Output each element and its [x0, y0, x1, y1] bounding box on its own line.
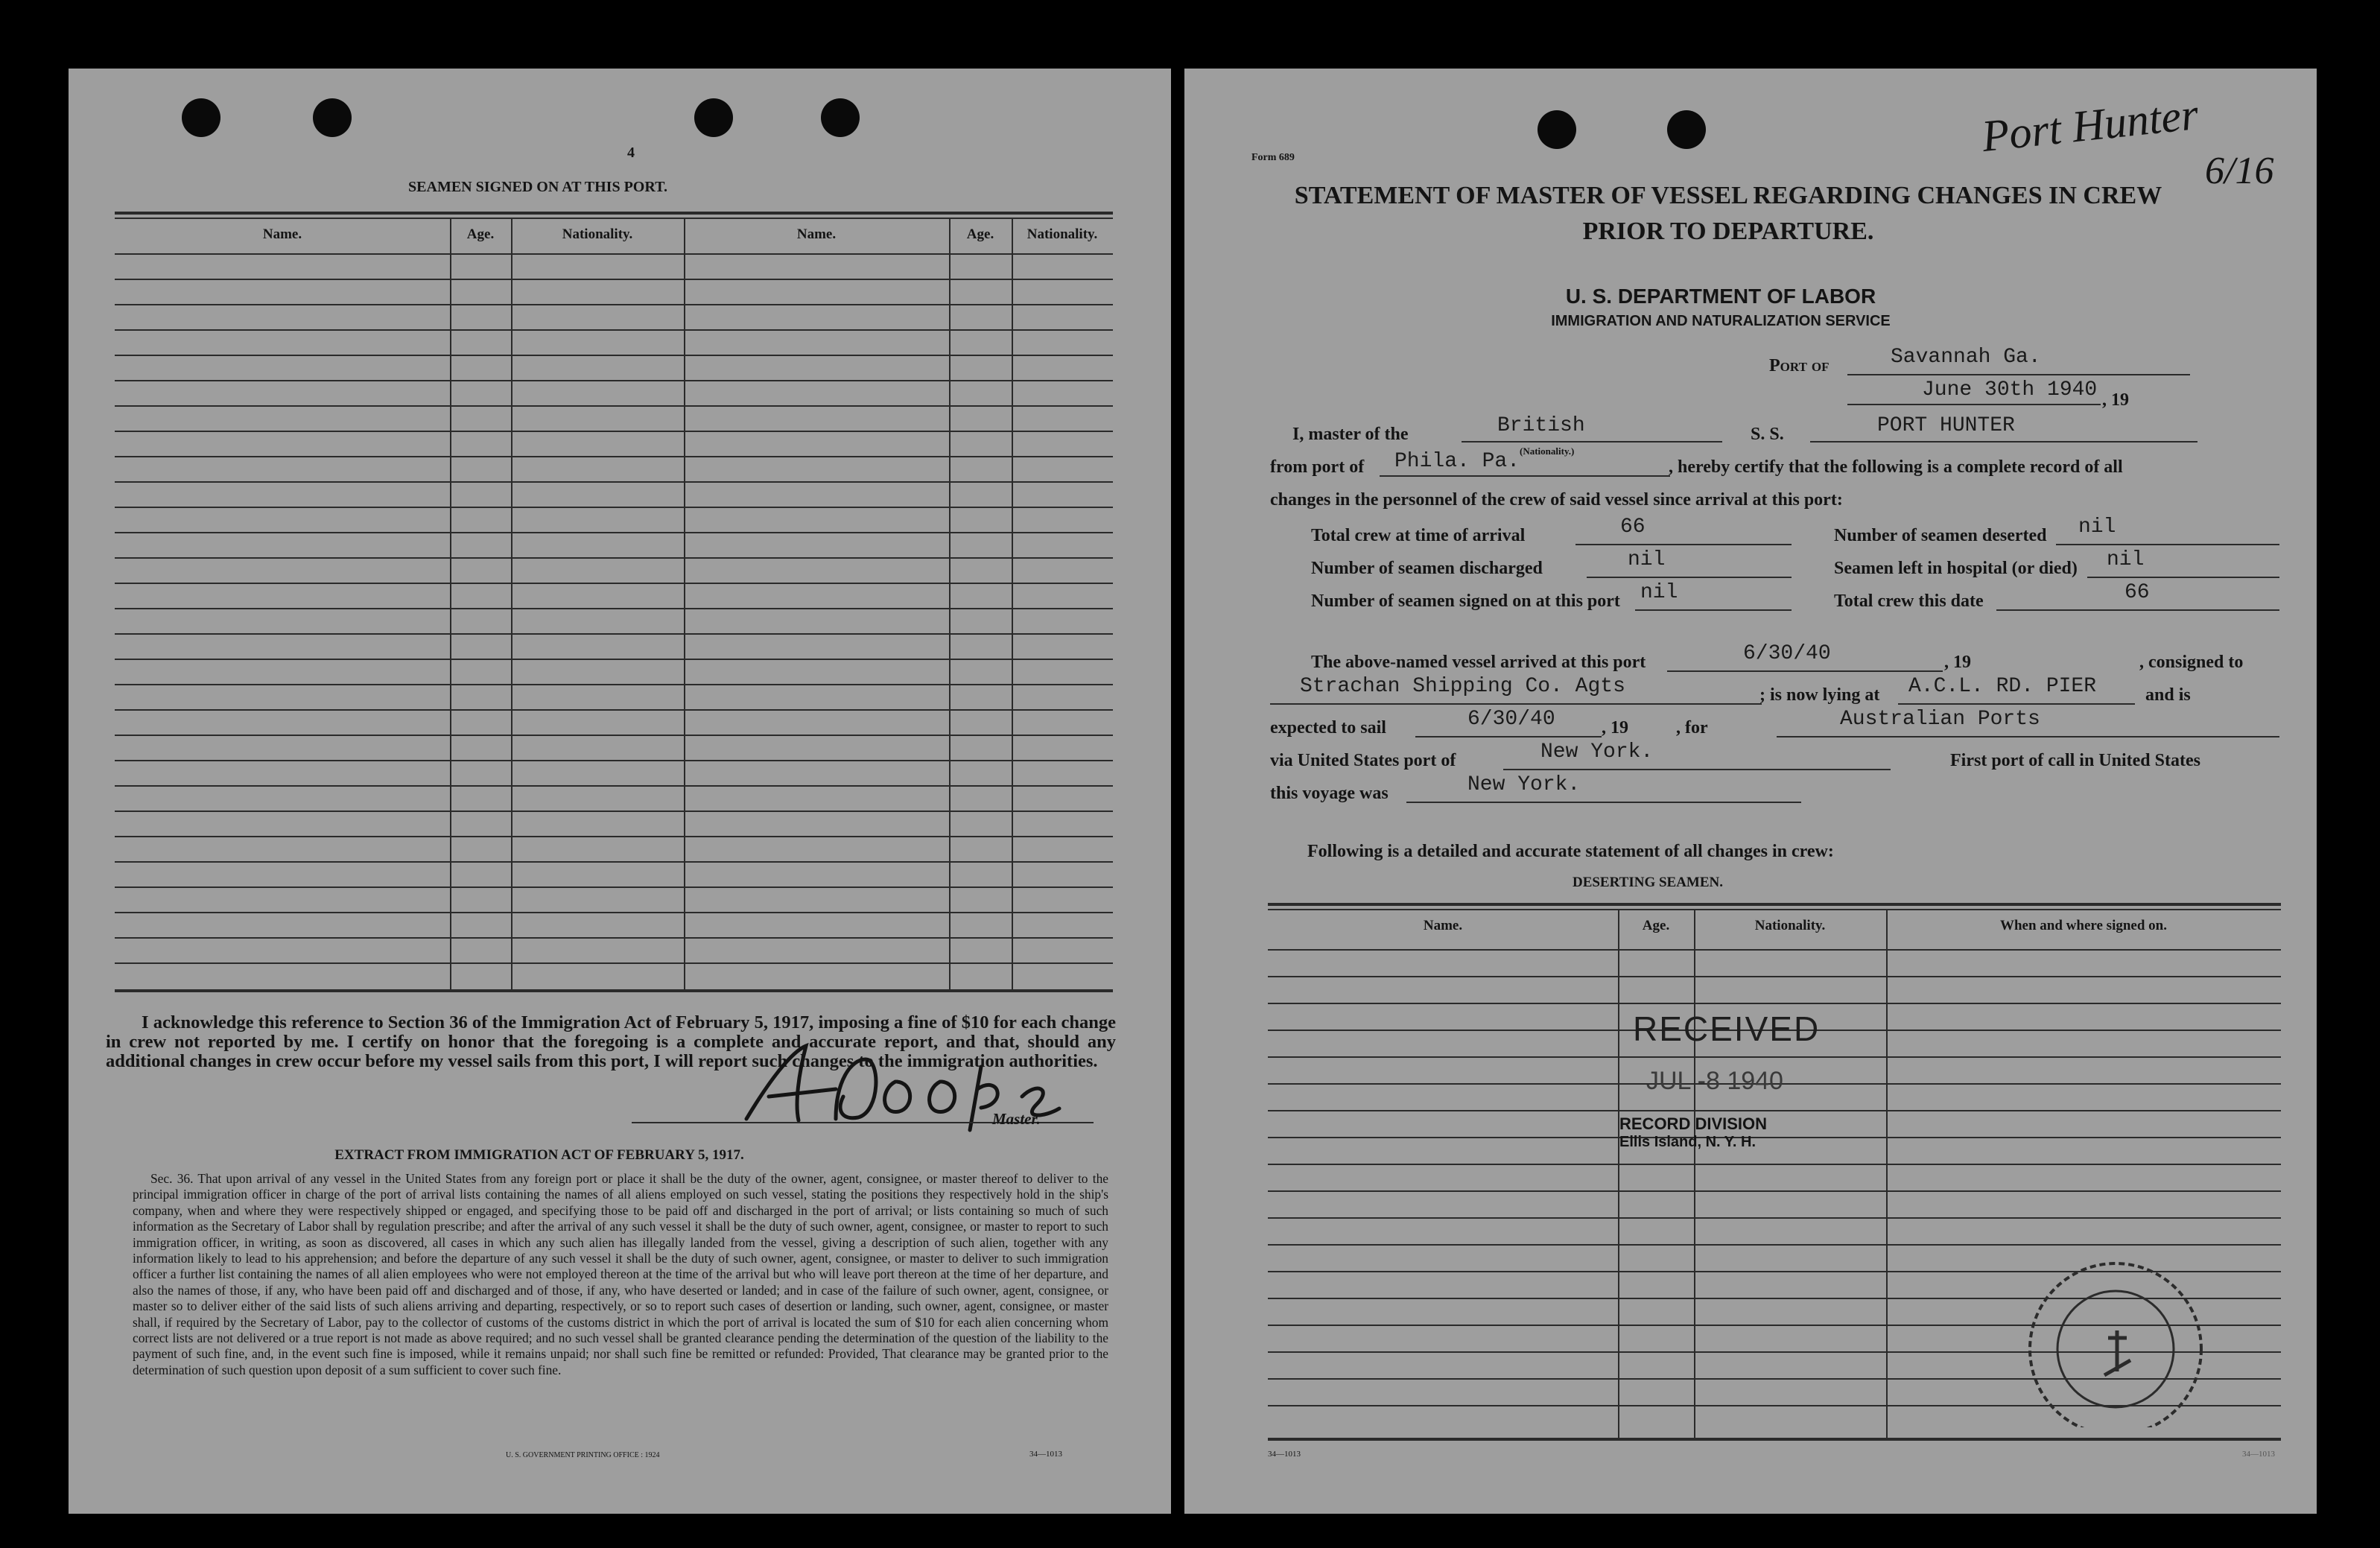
col-header-age: Age.: [966, 226, 994, 242]
extract-title: EXTRACT FROM IMMIGRATION ACT OF FEBRUARY 5, 1917.: [334, 1147, 744, 1163]
extract-text: Sec. 36. That upon arrival of any vessel in the United States from any foreign port or place it shall be the duty of the owner, agent, consignee, or master thereof to deliver to the principal immigration officer in charge of the port of arrival lists containing the names of all aliens employed on such vessel, stating the positions they respectively hold in the ship's company, when and where they were respectively shipped or engaged, and specifying those to be paid off and discharged in the port of arrival; or lists containing so much of such information as the Secretary of Labor shall by regulation prescribe; and after the arrival of any such vessel it shall be the duty of such owner, agent, consignee, or master to report to such immigration officer, in writing, as soon as discovered, all cases in which any such alien has illegally landed from the vessel, giving a description of such alien, together with any information likely to lead to his apprehension; and before the departure of any such vessel it shall be the duty of such owner, agent, consignee, or master to deliver to such immigration officer a further list containing the names of all alien employees who were not employed thereon at the time of the arrival but who will leave port thereon at the time of her departure, and also the names of those, if any, who have been paid off and discharged and of those, if any, who have deserted or landed; and in case of the failure of such owner, agent, consignee, or master so to deliver either of the said lists of such aliens arriving and departing, respectively, or so to report such cases of desertion or landing, such owner, agent, consignee, or master shall, if required by the Secretary of Labor, pay to the collector of customs of the customs district in which the port of arrival is located the sum of $10 for each alien concerning whom correct lists are not delivered or a true report is not made as above required; and no such vessel shall be granted clearance pending the determination of the question of the liability to the payment of such fine, and, in the event such fine is imposed, while it remains unpaid; nor shall such fine be remitted or refunded: Provided, That clearance may be granted prior to the determination of such question upon deposit of a sum sufficient to cover such fine.: [133, 1171, 1108, 1377]
right-page: [1184, 69, 2317, 1514]
date-suffix: , 19: [2102, 390, 2129, 410]
punch-hole: [694, 98, 733, 137]
expected-label: expected to sail: [1270, 718, 1386, 737]
lying-value: A.C.L. RD. PIER: [1908, 675, 2097, 698]
hospital-value: nil: [2107, 548, 2145, 571]
punch-hole: [182, 98, 220, 137]
stamp-received: RECEIVED: [1633, 1009, 1821, 1048]
total-crew-date-value: 66: [2124, 581, 2150, 604]
handwritten-note: Port Hunter: [1979, 89, 2201, 162]
nationality-value: British: [1497, 414, 1585, 437]
form-code: 34—1013: [1029, 1450, 1062, 1459]
col-header-nationality: Nationality.: [1754, 918, 1826, 933]
form-code-left: 34—1013: [1268, 1450, 1301, 1459]
consigned-label: , consigned to: [2139, 653, 2244, 672]
for-label: , for: [1676, 718, 1708, 737]
left-page: [69, 69, 1171, 1514]
col-header-nationality: Nationality.: [1026, 226, 1098, 242]
changes-text: changes in the personnel of the crew of said vessel since arrival at this port:: [1270, 490, 1843, 510]
section-title: SEAMEN SIGNED ON AT THIS PORT.: [408, 179, 667, 195]
destination-value: Australian Ports: [1840, 708, 2040, 731]
arrived-suffix: , 19: [1944, 653, 1971, 672]
discharged-label: Number of seamen discharged: [1311, 559, 1543, 578]
handwritten-number: 6/16: [2205, 150, 2274, 192]
arrived-label: The above-named vessel arrived at this port: [1311, 653, 1646, 672]
total-crew-arrival-value: 66: [1620, 516, 1646, 539]
punch-hole: [1667, 110, 1706, 149]
ss-label: S. S.: [1751, 425, 1784, 444]
signed-on-value: nil: [1640, 581, 1678, 604]
master-of-label: I, master of the: [1292, 425, 1409, 444]
printing-office: U. S. GOVERNMENT PRINTING OFFICE : 1924: [506, 1451, 660, 1459]
voyage-value: New York.: [1467, 773, 1581, 796]
punch-hole: [821, 98, 860, 137]
consignee-value: Strachan Shipping Co. Agts: [1300, 675, 1625, 698]
stamp-location: Ellis Island, N. Y. H.: [1619, 1134, 1757, 1150]
page-number: 4: [627, 145, 635, 161]
circular-seal: [1981, 1249, 2257, 1427]
col-header-age: Age.: [466, 226, 495, 242]
acknowledgment-text: I acknowledge this reference to Section 36 of the Immigration Act of February 5, 1917, imposing a fine of $10 for each change in crew not reported by me. I certify on honor that the foregoing is a complete and accurate report, and that, should any additional changes in crew occur before my vessel sails from this port, I will report such changes to the immigration authorities.: [106, 1012, 1116, 1071]
stamp-date: JUL -8 1940: [1646, 1067, 1783, 1095]
port-value: Savannah Ga.: [1891, 346, 2041, 369]
stamp-division: RECORD DIVISION: [1619, 1114, 1768, 1133]
lying-label: ; is now lying at: [1759, 685, 1880, 705]
and-is-label: and is: [2145, 685, 2191, 705]
nationality-caption: (Nationality.): [1520, 445, 1575, 457]
col-header-when-where: When and where signed on.: [1999, 918, 2167, 933]
discharged-value: nil: [1628, 548, 1666, 571]
arrived-value: 6/30/40: [1743, 642, 1831, 665]
form-title-line2: PRIOR TO DEPARTURE.: [1582, 218, 1874, 245]
form-code: 34—1013: [2242, 1450, 2275, 1459]
signed-on-label: Number of seamen signed on at this port: [1311, 591, 1620, 611]
first-port-label: First port of call in United States: [1950, 751, 2200, 770]
via-label: via United States port of: [1270, 751, 1456, 770]
certify-text: , hereby certify that the following is a complete record of all: [1669, 457, 2123, 477]
total-crew-date-label: Total crew this date: [1834, 591, 1984, 611]
col-header-age: Age.: [1642, 918, 1670, 933]
deserted-label: Number of seamen deserted: [1834, 526, 2047, 545]
port-label: Port of: [1769, 356, 1830, 375]
col-header-name: Name.: [796, 226, 837, 242]
service-name: IMMIGRATION AND NATURALIZATION SERVICE: [1551, 313, 1891, 329]
from-port-label: from port of: [1270, 457, 1365, 477]
following-text: Following is a detailed and accurate statement of all changes in crew:: [1307, 842, 1834, 861]
col-header-name: Name.: [262, 226, 302, 242]
form-title-line1: STATEMENT OF MASTER OF VESSEL REGARDING CHANGES IN CREW: [1294, 182, 2162, 209]
form-label: Form 689: [1251, 152, 1295, 163]
from-port-value: Phila. Pa.: [1394, 450, 1520, 473]
col-header-name: Name.: [1423, 918, 1463, 933]
deserting-title: DESERTING SEAMEN.: [1572, 875, 1724, 890]
master-label: Master.: [992, 1110, 1041, 1128]
department-name: U. S. DEPARTMENT OF LABOR: [1565, 285, 1876, 308]
date-value: June 30th 1940: [1922, 378, 2098, 402]
deserted-value: nil: [2078, 516, 2116, 539]
col-header-nationality: Nationality.: [562, 226, 633, 242]
punch-hole: [313, 98, 352, 137]
sail-value: 6/30/40: [1467, 708, 1555, 731]
master-signature: [724, 1037, 1111, 1134]
voyage-label: this voyage was: [1270, 784, 1389, 803]
sail-suffix: , 19: [1602, 718, 1628, 737]
hospital-label: Seamen left in hospital (or died): [1834, 559, 2078, 578]
punch-hole: [1538, 110, 1576, 149]
ship-name-value: PORT HUNTER: [1877, 414, 2015, 437]
total-crew-arrival-label: Total crew at time of arrival: [1311, 526, 1526, 545]
via-value: New York.: [1540, 740, 1654, 764]
